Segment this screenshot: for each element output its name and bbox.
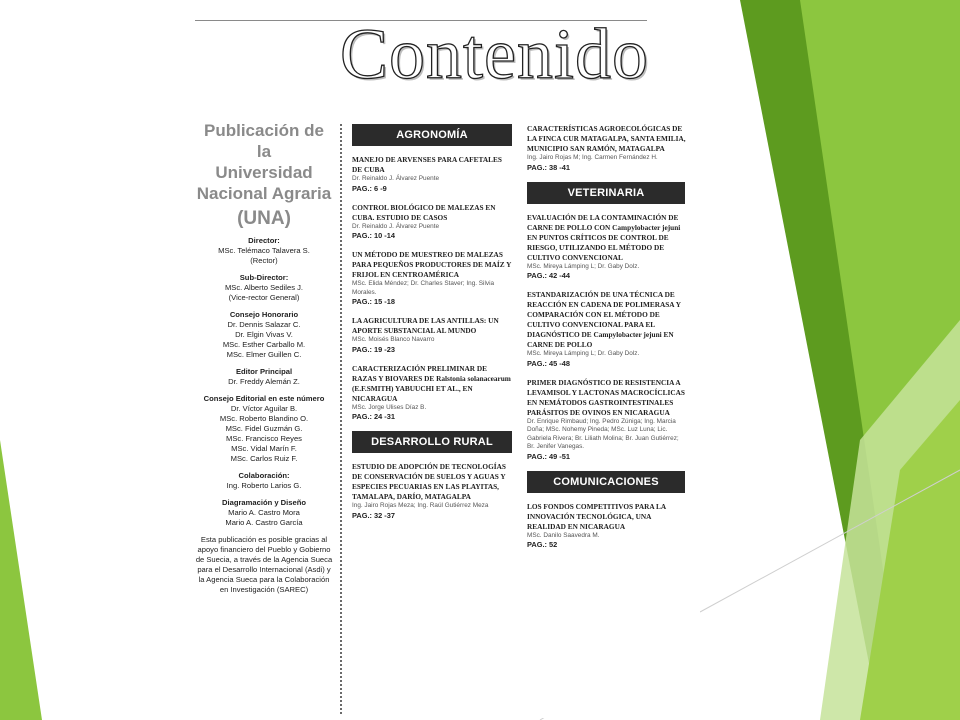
staff-name: MSc. Francisco Reyes [226, 434, 302, 443]
article-entry [352, 316, 512, 355]
article-pages: PAG.: 42 -44 [527, 271, 570, 280]
article-title: EVALUACIÓN DE LA CONTAMINACIÓN DE CARNE DE POLLO CON Campylobacter jejuni EN PUNTOS CRÍTICOS DE CONTROL DE RIESGO, UTILIZANDO EL MÉTODO DE CULTIVO CONVENCIONAL [527, 212, 681, 262]
staff-name: MSc. Vidal Marín F. [231, 444, 297, 453]
article-pages: PAG.: 52 [527, 540, 558, 549]
article-entry [527, 213, 687, 282]
article-authors: Ing. Jairo Rojas Meza; Ing. Raúl Gutiérrez Meza [352, 502, 489, 509]
staff-group [195, 310, 333, 360]
article-title: ESTUDIO DE ADOPCIÓN DE TECNOLOGÍAS DE CONSERVACIÓN DE SUELOS Y AGUAS Y ESPECIES PECUARIAS EN LAS PLAYITAS, TAMALAPA, DARÍO, MATAGALPA [352, 462, 506, 501]
staff-name: MSc. Alberto Sediles J. [224, 283, 304, 292]
article-pages: PAG.: 24 -31 [352, 412, 395, 421]
staff-role: Director: [248, 236, 280, 245]
article-list [352, 155, 512, 422]
article-list [527, 124, 687, 173]
publication-line: Universidad [215, 163, 313, 182]
staff-group [195, 535, 333, 595]
staff-name: Dr. Freddy Alemán Z. [228, 377, 300, 386]
staff-role: Diagramación y Diseño [222, 498, 306, 507]
article-entry [527, 502, 687, 551]
staff-group [195, 394, 333, 464]
staff-role: Sub-Director: [239, 273, 289, 282]
article-pages: PAG.: 32 -37 [352, 510, 395, 520]
article-title: CONTROL BIOLÓGICO DE MALEZAS EN CUBA. ESTUDIO DE CASOS [352, 202, 496, 222]
staff-name: Dr. Víctor Aguilar B. [230, 404, 298, 413]
article-title: ESTANDARIZACIÓN DE UNA TÉCNICA DE REACCIÓN EN CADENA DE POLIMERASA Y COMPARACIÓN CON EL MÉTODO DE CULTIVO CONVENCIONAL PARA EL DIAGNÓSTICO DE Campylobacter jejuni EN CARNE DE POLLO [527, 290, 681, 349]
article-entry [527, 290, 687, 369]
article-authors: Ing. Jairo Rojas M; Ing. Carmen Fernández H. [527, 154, 658, 161]
section-heading-veterinaria: VETERINARIA [527, 182, 685, 204]
staff-name: Dr. Elgin Vivas V. [235, 330, 293, 339]
article-authors: Dr. Reinaldo J. Álvarez Puente [352, 222, 440, 230]
staff-name: Mario A. Castro García [225, 518, 303, 527]
article-list [527, 502, 687, 551]
article-entry [352, 155, 512, 194]
publication-acronym: (UNA) [237, 208, 291, 229]
staff-group [195, 367, 333, 387]
article-authors: MSc. Mireya Lámping L; Dr. Gaby Dolz. [527, 350, 640, 357]
staff-name: MSc. Carlos Ruiz F. [230, 454, 298, 463]
staff-list [195, 236, 333, 595]
staff-name: MSc. Roberto Blandino O. [219, 414, 309, 423]
article-authors: MSc. Elida Méndez; Dr. Charles Staver; Ing. Silvia Morales. [352, 280, 495, 296]
publication-info-column [195, 120, 333, 595]
staff-role: Editor Principal [235, 367, 293, 376]
staff-group [195, 236, 333, 266]
article-authors: MSc. Jorge Ulises Díaz B. [352, 403, 427, 411]
publication-line: Publicación de la [204, 121, 324, 161]
staff-name: Ing. Roberto Larios G. [226, 481, 302, 490]
article-entry [352, 364, 512, 423]
staff-name: MSc. Esther Carballo M. [222, 340, 306, 349]
page-title: Contenido [340, 14, 649, 94]
column-divider [340, 124, 342, 714]
publication-name [195, 120, 333, 229]
article-entry [352, 462, 512, 521]
article-pages: PAG.: 10 -14 [352, 231, 395, 240]
article-entry [352, 203, 512, 242]
staff-name: Dr. Dennis Salazar C. [227, 320, 301, 329]
staff-group [195, 273, 333, 303]
staff-role: Consejo Honorario [229, 310, 299, 319]
article-authors: MSc. Moisés Blanco Navarro [352, 336, 435, 343]
contents-column-right [527, 124, 687, 559]
article-title: CARACTERÍSTICAS AGROECOLÓGICAS DE LA FINCA CUR MATAGALPA, SANTA EMILIA, MUNICIPIO SAN RAMÓN, MATAGALPA [527, 124, 686, 153]
staff-role: Consejo Editorial en este número [203, 394, 325, 403]
staff-name: (Rector) [250, 256, 278, 265]
staff-group [195, 471, 333, 491]
staff-name: MSc. Elmer Guillen C. [226, 350, 302, 359]
article-authors: Dr. Enrique Rimbaud; Ing. Pedro Zúniga; Ing. Marcia Doña; MSc. Nohemy Pineda; MSc. Luz Luna; Lic. Gabriela Rivera; Br. Liliath Molina; Br. Juan Gutiérrez; Br. Jenifer Vanegas. [527, 417, 679, 450]
left-green-strip [0, 440, 42, 720]
article-title: LOS FONDOS COMPETITIVOS PARA LA INNOVACIÓN TECNOLÓGICA, UNA REALIDAD EN NICARAGUA [527, 501, 666, 531]
article-title: UN MÉTODO DE MUESTREO DE MALEZAS PARA PEQUEÑOS PRODUCTORES DE MAÍZ Y FRIJOL EN CENTROAMÉRICA [352, 250, 512, 279]
article-pages: PAG.: 38 -41 [527, 162, 570, 172]
staff-role: Colaboración: [238, 471, 290, 480]
article-pages: PAG.: 49 -51 [527, 451, 570, 461]
article-authors: MSc. Danilo Saavedra M. [527, 531, 600, 539]
article-pages: PAG.: 6 -9 [352, 183, 387, 193]
article-title: LA AGRICULTURA DE LAS ANTILLAS: UN APORTE SUBSTANCIAL AL MUNDO [352, 316, 499, 335]
article-entry [352, 250, 512, 307]
article-pages: PAG.: 45 -48 [527, 358, 570, 368]
contents-column-middle [352, 124, 512, 530]
article-title: PRIMER DIAGNÓSTICO DE RESISTENCIA A LEVAMISOL Y LACTONAS MACROCÍCLICAS EN NEMÁTODOS GASTROINTESTINALES PARÁSITOS DE OVINOS EN NICARAGUA [527, 377, 685, 417]
article-pages: PAG.: 19 -23 [352, 344, 395, 354]
article-list [527, 213, 687, 462]
contents-page [190, 12, 700, 718]
section-heading-comunicaciones: COMUNICACIONES [527, 471, 685, 493]
article-entry [527, 124, 687, 173]
staff-name: Esta publicación es posible gracias al apoyo financiero del Pueblo y Gobierno de Suecia, a través de la Agencia Sueca para el Desarrollo Internacional (Asdi) y la Agencia Sueca para la Colaboración en Investigación (SAREC) [195, 535, 333, 594]
staff-name: MSc. Fidel Guzmán G. [225, 424, 303, 433]
section-heading-desarrollo-rural: DESARROLLO RURAL [352, 431, 512, 453]
publication-line: Nacional Agraria [196, 184, 332, 203]
staff-name: (Vice-rector General) [228, 293, 300, 302]
article-authors: Dr. Reinaldo J. Álvarez Puente [352, 175, 440, 182]
article-pages: PAG.: 15 -18 [352, 297, 395, 306]
article-authors: MSc. Mireya Lámping L; Dr. Gaby Dolz. [527, 262, 640, 270]
article-title: CARACTERIZACIÓN PRELIMINAR DE RAZAS Y BIOVARES DE Ralstonia solanacearum (E.F.SMITH) YABUUCHI ET AL., EN NICARAGUA [352, 363, 511, 403]
article-list [352, 462, 512, 521]
article-title: MANEJO DE ARVENSES PARA CAFETALES DE CUBA [352, 155, 502, 174]
staff-group [195, 498, 333, 528]
section-heading-agronomia: AGRONOMÍA [352, 124, 512, 146]
article-entry [527, 378, 687, 462]
staff-name: Mario A. Castro Mora [228, 508, 300, 517]
staff-name: MSc. Telémaco Talavera S. [218, 246, 310, 255]
